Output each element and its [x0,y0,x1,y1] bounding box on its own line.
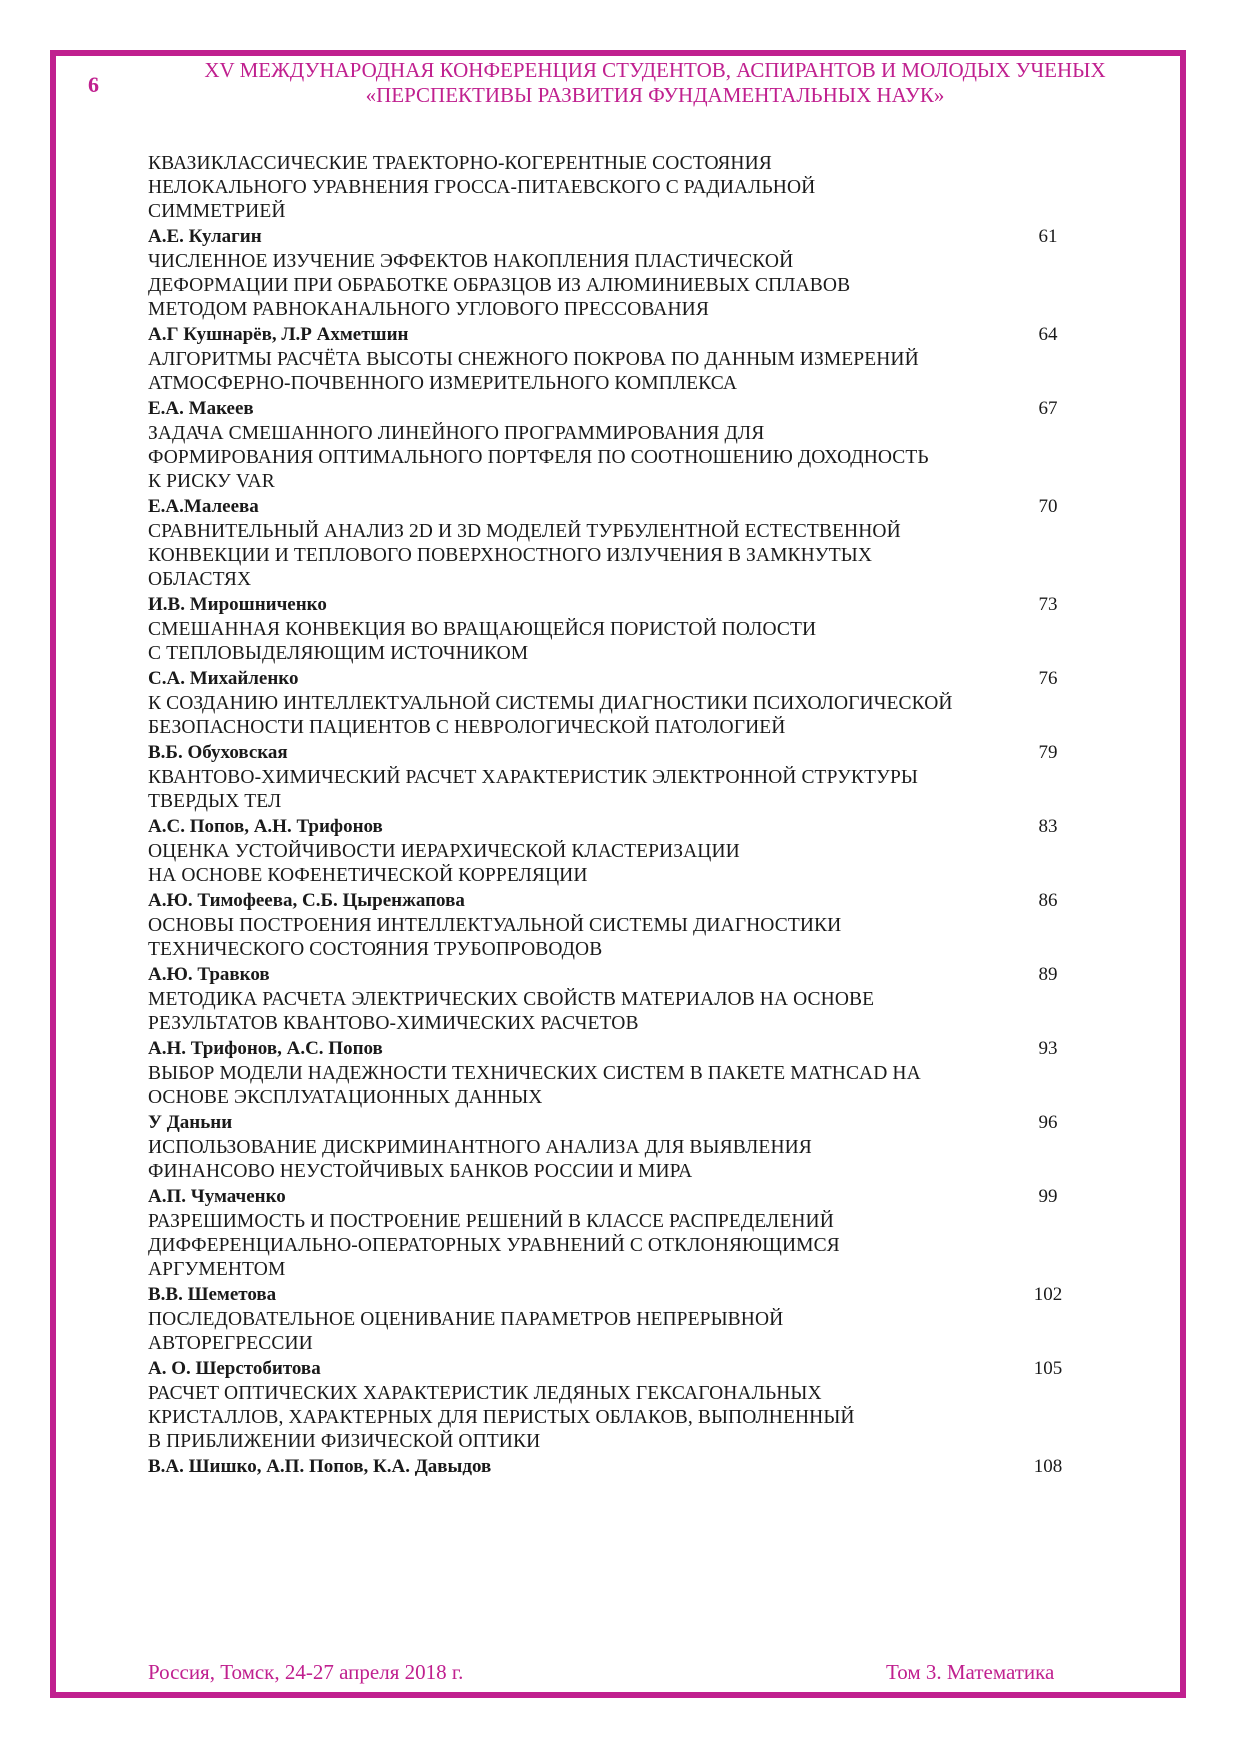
toc-entry-author-row [148,740,1078,766]
toc-entry-author-row [148,1454,1078,1480]
toc-entry-page-number: 105 [1033,1358,1063,1379]
toc-entry [148,422,1078,520]
toc-entry-page-number: 86 [1038,890,1058,911]
toc-entry-title-line: ЧИСЛЕННОЕ ИЗУЧЕНИЕ ЭФФЕКТОВ НАКОПЛЕНИЯ ПЛАСТИЧЕСКОЙ [148,251,794,272]
toc-entry-authors: В.Б. Обуховская [148,742,288,763]
toc-entry-authors: А.Е. Кулагин [148,226,262,247]
toc-entry-title-line: МЕТОДОМ РАВНОКАНАЛЬНОГО УГЛОВОГО ПРЕССОВАНИЯ [148,299,709,320]
toc-entry-title-line: ОБЛАСТЯХ [148,569,252,590]
toc-entry-title-line: К СОЗДАНИЮ ИНТЕЛЛЕКТУАЛЬНОЙ СИСТЕМЫ ДИАГНОСТИКИ ПСИХОЛОГИЧЕСКОЙ [148,693,953,714]
toc-entry [148,988,1078,1062]
toc-entry-author-row [148,1110,1078,1136]
toc-entry-title-line: ТЕХНИЧЕСКОГО СОСТОЯНИЯ ТРУБОПРОВОДОВ [148,939,603,960]
toc-entry [148,692,1078,766]
toc-entry-page-number: 89 [1038,964,1058,985]
toc-entry-authors: В.В. Шеметова [148,1284,277,1305]
toc-entry [148,1062,1078,1136]
toc-entry-page-number: 93 [1038,1038,1058,1059]
toc-entry-authors: А.Ю. Тимофеева, С.Б. Цыренжапова [148,890,465,911]
toc-entry-authors: С.А. Михайленко [148,668,299,689]
toc-entry [148,1308,1078,1382]
toc-entry-title-line: АВТОРЕГРЕССИИ [148,1333,313,1354]
toc-entry-title-line: СМЕШАННАЯ КОНВЕКЦИЯ ВО ВРАЩАЮЩЕЙСЯ ПОРИСТОЙ ПОЛОСТИ [148,619,817,640]
toc-entry-page-number: 76 [1038,668,1058,689]
toc-entry-author-row [148,888,1078,914]
toc-entry-author-row [148,396,1078,422]
toc-entry-title-line: РЕЗУЛЬТАТОВ КВАНТОВО-ХИМИЧЕСКИХ РАСЧЕТОВ [148,1013,639,1034]
toc-entry-title-line: К РИСКУ VAR [148,471,275,492]
toc-entry [148,152,1078,250]
toc-entry-page-number: 102 [1033,1284,1063,1305]
toc-entry-authors: А.Н. Трифонов, А.С. Попов [148,1038,383,1059]
toc-entry-author-row [148,814,1078,840]
toc-entry-title-line: ОЦЕНКА УСТОЙЧИВОСТИ ИЕРАРХИЧЕСКОЙ КЛАСТЕРИЗАЦИИ [148,841,740,862]
toc-entry-page-number: 64 [1038,324,1058,345]
toc-entry-title-line: МЕТОДИКА РАСЧЕТА ЭЛЕКТРИЧЕСКИХ СВОЙСТВ МАТЕРИАЛОВ НА ОСНОВЕ [148,989,875,1010]
toc-entry [148,348,1078,422]
toc-entry-title-line: РАЗРЕШИМОСТЬ И ПОСТРОЕНИЕ РЕШЕНИЙ В КЛАССЕ РАСПРЕДЕЛЕНИЙ [148,1211,834,1232]
toc-entry [148,618,1078,692]
toc-entry-page-number: 67 [1038,398,1058,419]
toc-entry-title-line: КВАНТОВО-ХИМИЧЕСКИЙ РАСЧЕТ ХАРАКТЕРИСТИК ЭЛЕКТРОННОЙ СТРУКТУРЫ [148,767,919,788]
toc-entry [148,840,1078,914]
toc-entry-title-line: ВЫБОР МОДЕЛИ НАДЕЖНОСТИ ТЕХНИЧЕСКИХ СИСТЕМ В ПАКЕТЕ MATHCAD НА [148,1063,921,1084]
toc-entry-title-line: ДЕФОРМАЦИИ ПРИ ОБРАБОТКЕ ОБРАЗЦОВ ИЗ АЛЮМИНИЕВЫХ СПЛАВОВ [148,275,851,296]
toc-entry-title-line: АРГУМЕНТОМ [148,1259,286,1280]
toc-entry-page-number: 99 [1038,1186,1058,1207]
toc-entry-title-line: АЛГОРИТМЫ РАСЧЁТА ВЫСОТЫ СНЕЖНОГО ПОКРОВА ПО ДАННЫМ ИЗМЕРЕНИЙ [148,349,919,370]
toc-entry-authors: А. О. Шерстобитова [148,1358,321,1379]
toc-entry-authors: И.В. Мирошниченко [148,594,327,615]
toc-entry [148,1210,1078,1308]
toc-entry-authors: В.А. Шишко, А.П. Попов, К.А. Давыдов [148,1456,492,1477]
toc-entry-author-row [148,1356,1078,1382]
toc-entry-author-row [148,666,1078,692]
toc-entry-title-line: ПОСЛЕДОВАТЕЛЬНОЕ ОЦЕНИВАНИЕ ПАРАМЕТРОВ НЕПРЕРЫВНОЙ [148,1309,784,1330]
toc-entry-title-line: ТВЕРДЫХ ТЕЛ [148,791,282,812]
toc-entry [148,250,1078,348]
header-line-1: XV МЕЖДУНАРОДНАЯ КОНФЕРЕНЦИЯ СТУДЕНТОВ, АСПИРАНТОВ И МОЛОДЫХ УЧЕНЫХ [204,58,1106,82]
toc-entry-title-line: ОСНОВЫ ПОСТРОЕНИЯ ИНТЕЛЛЕКТУАЛЬНОЙ СИСТЕМЫ ДИАГНОСТИКИ [148,915,842,936]
toc-entry [148,520,1078,618]
toc-entry-title-line: ЗАДАЧА СМЕШАННОГО ЛИНЕЙНОГО ПРОГРАММИРОВАНИЯ ДЛЯ [148,423,765,444]
toc-entry [148,1382,1078,1480]
toc-entry-page-number: 73 [1038,594,1058,615]
toc-entry-title-line: НА ОСНОВЕ КОФЕНЕТИЧЕСКОЙ КОРРЕЛЯЦИИ [148,865,588,886]
toc-entry [148,766,1078,840]
toc-entry-title-line: ОСНОВЕ ЭКСПЛУАТАЦИОННЫХ ДАННЫХ [148,1087,543,1108]
conference-header [140,58,1170,108]
toc-entry-authors: А.Г Кушнарёв, Л.Р Ахметшин [148,324,409,345]
toc-entry-title-line: ФИНАНСОВО НЕУСТОЙЧИВЫХ БАНКОВ РОССИИ И МИРА [148,1161,693,1182]
toc-entry-title-line: РАСЧЕТ ОПТИЧЕСКИХ ХАРАКТЕРИСТИК ЛЕДЯНЫХ ГЕКСАГОНАЛЬНЫХ [148,1383,822,1404]
toc-entry-title-line: КОНВЕКЦИИ И ТЕПЛОВОГО ПОВЕРХНОСТНОГО ИЗЛУЧЕНИЯ В ЗАМКНУТЫХ [148,545,873,566]
toc-entry-authors: А.П. Чумаченко [148,1186,286,1207]
toc-entry-page-number: 61 [1038,226,1058,247]
page-number: 6 [88,72,99,97]
toc-entry-authors: Е.А. Макеев [148,398,254,419]
toc-entry-title-line: В ПРИБЛИЖЕНИИ ФИЗИЧЕСКОЙ ОПТИКИ [148,1431,541,1452]
toc-entry-title-line: ИСПОЛЬЗОВАНИЕ ДИСКРИМИНАНТНОГО АНАЛИЗА ДЛЯ ВЫЯВЛЕНИЯ [148,1137,812,1158]
toc-entry-author-row [148,1184,1078,1210]
toc-entry-author-row [148,224,1078,250]
toc-entry-author-row [148,592,1078,618]
footer-volume: Том 3. Математика [886,1660,1055,1684]
toc-entry-title-line: ДИФФЕРЕНЦИАЛЬНО-ОПЕРАТОРНЫХ УРАВНЕНИЙ С ОТКЛОНЯЮЩИМСЯ [148,1235,840,1256]
toc-entry-title-line: БЕЗОПАСНОСТИ ПАЦИЕНТОВ С НЕВРОЛОГИЧЕСКОЙ ПАТОЛОГИЕЙ [148,717,786,738]
toc-entry-title-line: АТМОСФЕРНО-ПОЧВЕННОГО ИЗМЕРИТЕЛЬНОГО КОМПЛЕКСА [148,373,738,394]
toc-entry-page-number: 70 [1038,496,1058,517]
toc-entry-page-number: 83 [1038,816,1058,837]
toc-entry-author-row [148,494,1078,520]
toc-entry-page-number: 108 [1033,1456,1063,1477]
toc-entry-authors: Е.А.Малеева [148,496,259,517]
toc-entry-title-line: ФОРМИРОВАНИЯ ОПТИМАЛЬНОГО ПОРТФЕЛЯ ПО СООТНОШЕНИЮ ДОХОДНОСТЬ [148,447,929,468]
toc-entry-authors: А.С. Попов, А.Н. Трифонов [148,816,383,837]
table-of-contents [148,152,1078,1480]
footer-location-date: Россия, Томск, 24-27 апреля 2018 г. [148,1660,464,1684]
toc-entry-author-row [148,1036,1078,1062]
toc-entry-page-number: 79 [1038,742,1058,763]
toc-entry-title-line: КВАЗИКЛАССИЧЕСКИЕ ТРАЕКТОРНО-КОГЕРЕНТНЫЕ СОСТОЯНИЯ [148,153,772,174]
toc-entry-title-line: КРИСТАЛЛОВ, ХАРАКТЕРНЫХ ДЛЯ ПЕРИСТЫХ ОБЛАКОВ, ВЫПОЛНЕННЫЙ [148,1407,855,1428]
toc-entry [148,1136,1078,1210]
header-line-2: «ПЕРСПЕКТИВЫ РАЗВИТИЯ ФУНДАМЕНТАЛЬНЫХ НАУК» [365,83,945,107]
toc-entry-title-line: СРАВНИТЕЛЬНЫЙ АНАЛИЗ 2D И 3D МОДЕЛЕЙ ТУРБУЛЕНТНОЙ ЕСТЕСТВЕННОЙ [148,521,901,542]
toc-entry-page-number: 96 [1038,1112,1058,1133]
toc-entry-author-row [148,962,1078,988]
toc-entry [148,914,1078,988]
toc-entry-authors: А.Ю. Травков [148,964,270,985]
toc-entry-title-line: НЕЛОКАЛЬНОГО УРАВНЕНИЯ ГРОССА-ПИТАЕВСКОГО С РАДИАЛЬНОЙ [148,177,816,198]
toc-entry-author-row [148,322,1078,348]
toc-entry-author-row [148,1282,1078,1308]
toc-entry-title-line: СИММЕТРИЕЙ [148,201,286,222]
toc-entry-authors: У Даньни [148,1112,233,1133]
toc-entry-title-line: С ТЕПЛОВЫДЕЛЯЮЩИМ ИСТОЧНИКОМ [148,643,529,664]
